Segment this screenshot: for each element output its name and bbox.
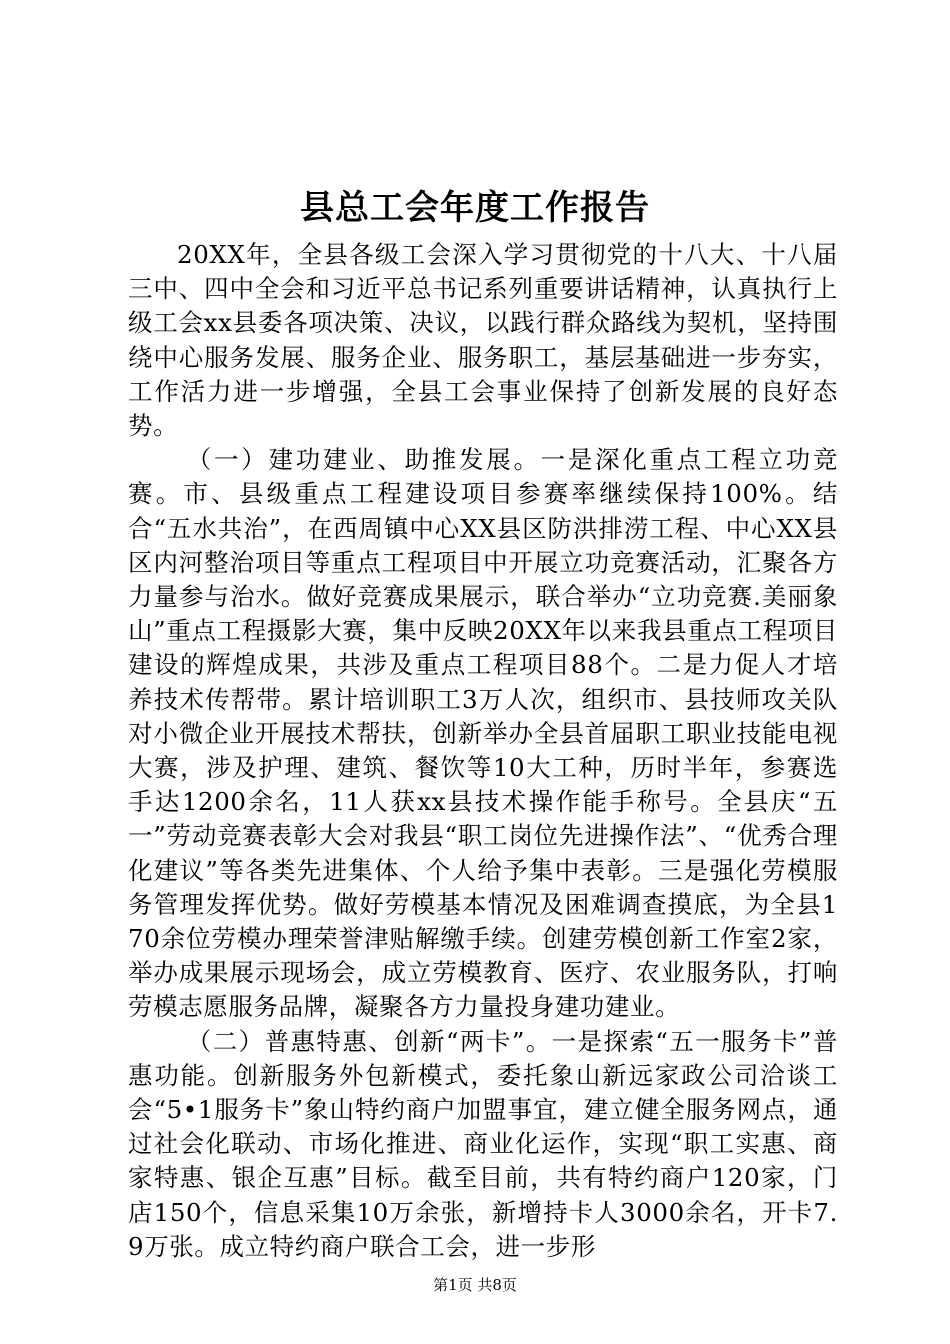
paragraph-intro: 20XX年，全县各级工会深入学习贯彻党的十八大、十八届三中、四中全会和习近平总书记系列重要讲话精神，认真执行上级工会xx县委各项决策、决议，以践行群众路线为契机，坚持围绕中心服务发展、服务企业、服务职工，基层基础进一步夯实，工作活力进一步增强，全县工会事业保持了创新发展的良好态势。 (128, 240, 838, 441)
paragraph-section-2: （二）普惠特惠、创新“两卡”。一是探索“五一服务卡”普惠功能。创新服务外包新模式，委托象山新远家政公司洽谈工会“5•1服务卡”象山特约商户加盟事宜，建立健全服务网点，通过社会化联动、市场化推进、商业化运作，实现“职工实惠、商家特惠、银企互惠”目标。截至目前，共有特约商户120家，门店150个，信息采集10万余张，新增持卡人3000余名，开卡7.9万张。成立特约商户联合工会，进一步形 (128, 1026, 838, 1261)
document-body (128, 238, 838, 1264)
page-footer: 第1页 共8页 (433, 1276, 517, 1294)
paragraph-section-1: （一）建功建业、助推发展。一是深化重点工程立功竞赛。市、县级重点工程建设项目参赛率继续保持100%。结合“五水共治”，在西周镇中心XX县区防洪排涝工程、中心XX县区内河整治项目等重点工程项目中开展立功竞赛活动，汇聚各方力量参与治水。做好竞赛成果展示，联合举办“立功竞赛.美丽象山”重点工程摄影大赛，集中反映20XX年以来我县重点工程项目建设的辉煌成果，共涉及重点工程项目88个。二是力促人才培养技术传帮带。累计培训职工3万人次，组织市、县技师攻关队对小微企业开展技术帮扶，创新举办全县首届职工职业技能电视大赛，涉及护理、建筑、餐饮等10大工种，历时半年，参赛选手达1200余名，11人获xx县技术操作能手称号。全县庆“五一”劳动竞赛表彰大会对我县“职工岗位先进操作法”、“优秀合理化建议”等各类先进集体、个人给予集中表彰。三是强化劳模服务管理发挥优势。做好劳模基本情况及困难调查摸底，为全县170余位劳模办理荣誉津贴解缴手续。创建劳模创新工作室2家，举办成果展示现场会，成立劳模教育、医疗、农业服务队，打响劳模志愿服务品牌，凝聚各方力量投身建功建业。 (128, 445, 838, 1022)
document-title: 县总工会年度工作报告 (300, 188, 650, 228)
